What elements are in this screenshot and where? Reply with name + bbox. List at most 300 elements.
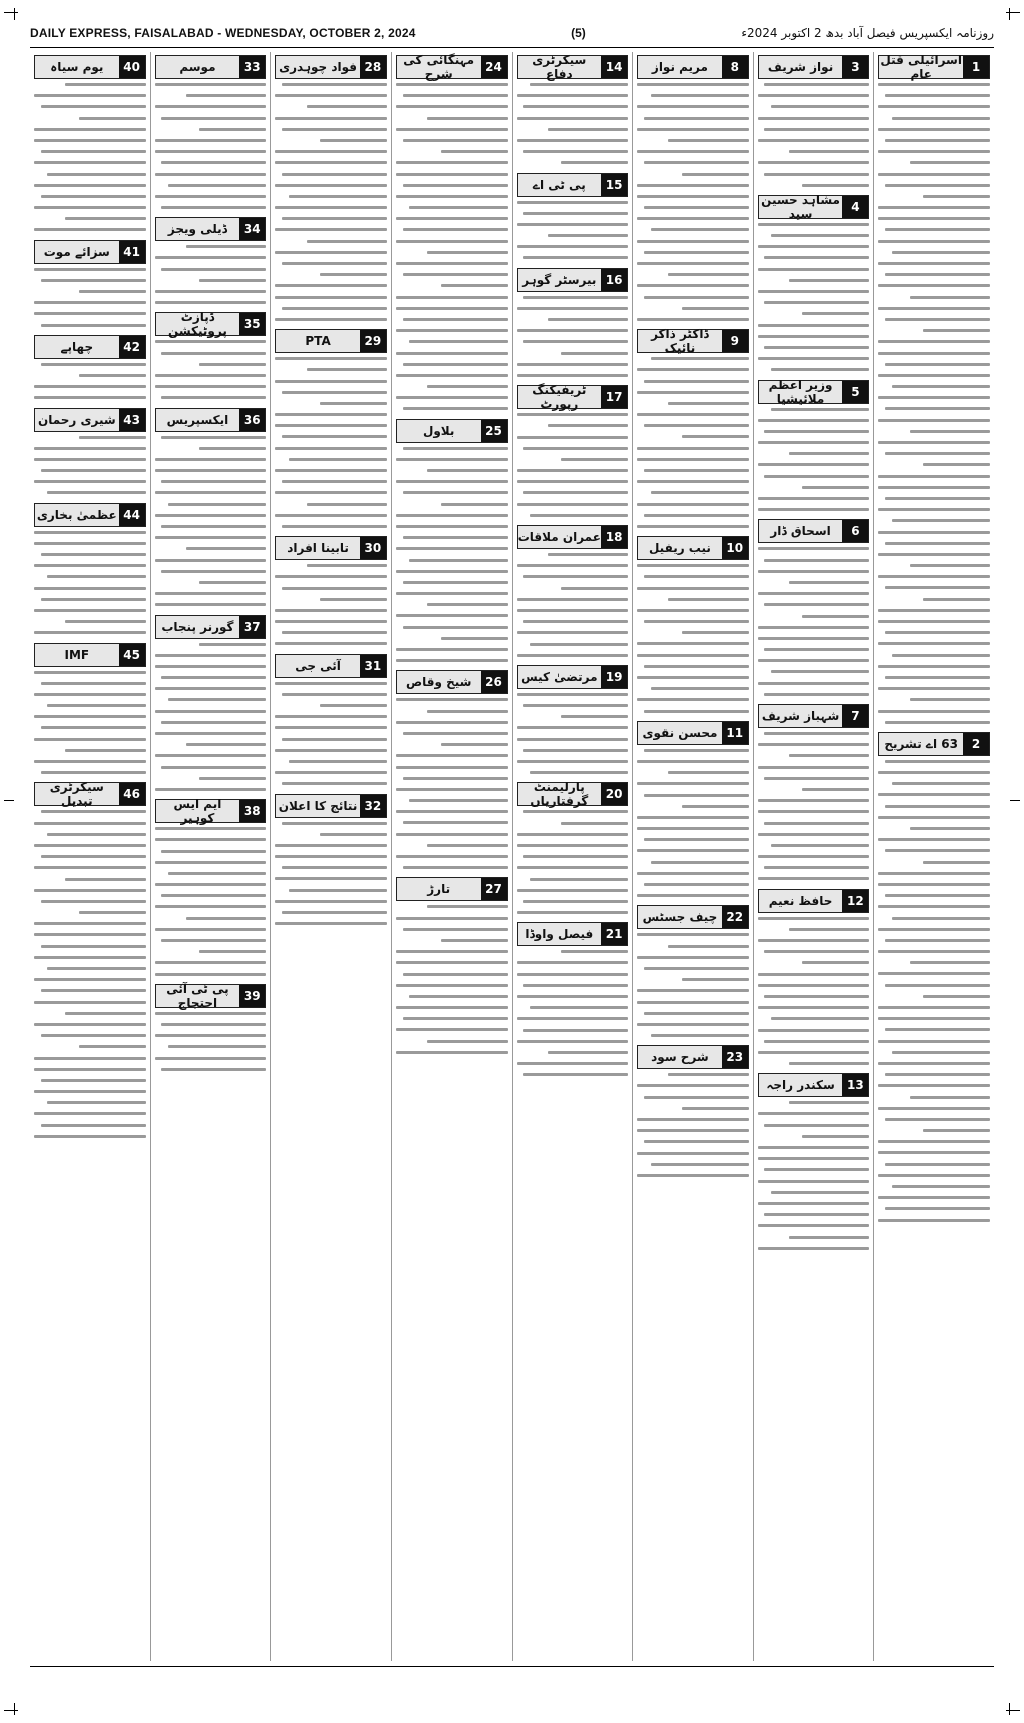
text-line bbox=[517, 469, 629, 472]
text-line bbox=[34, 866, 146, 869]
text-line bbox=[878, 575, 990, 578]
text-line bbox=[644, 161, 749, 164]
text-line bbox=[155, 861, 267, 864]
text-line bbox=[155, 654, 267, 657]
text-line bbox=[34, 631, 146, 634]
news-item-title: اسحاق ڈار bbox=[770, 524, 831, 539]
text-line bbox=[892, 1051, 990, 1054]
column-4 bbox=[512, 52, 633, 1661]
text-line bbox=[758, 877, 870, 880]
text-line bbox=[396, 307, 508, 310]
text-line bbox=[34, 447, 146, 450]
text-line bbox=[923, 195, 990, 198]
text-line bbox=[910, 698, 990, 701]
text-line bbox=[441, 939, 508, 942]
news-item bbox=[34, 782, 146, 1137]
news-item-number: 19 bbox=[601, 666, 627, 688]
news-item-header bbox=[758, 192, 870, 221]
text-line bbox=[199, 447, 266, 450]
news-item-header bbox=[637, 536, 749, 560]
news-item-number: 30 bbox=[360, 537, 386, 559]
text-line bbox=[307, 240, 387, 243]
text-line bbox=[275, 117, 387, 120]
text-line bbox=[517, 201, 629, 204]
news-item bbox=[155, 981, 267, 1071]
text-line bbox=[892, 117, 990, 120]
text-line bbox=[910, 961, 990, 964]
news-item-number: 12 bbox=[842, 890, 868, 912]
text-line bbox=[910, 430, 990, 433]
text-line bbox=[65, 1012, 145, 1015]
news-item bbox=[517, 268, 629, 377]
text-line bbox=[396, 648, 508, 651]
text-line bbox=[403, 491, 508, 494]
text-line bbox=[523, 620, 628, 623]
news-item-body bbox=[396, 447, 508, 663]
news-item-header bbox=[758, 55, 870, 79]
text-line bbox=[47, 1101, 145, 1104]
news-item bbox=[758, 1073, 870, 1249]
news-item-number: 26 bbox=[481, 671, 507, 693]
text-line bbox=[403, 928, 508, 931]
text-line bbox=[644, 1096, 749, 1099]
text-line bbox=[34, 844, 146, 847]
text-line bbox=[396, 374, 508, 377]
text-line bbox=[771, 1017, 869, 1020]
text-line bbox=[186, 547, 266, 550]
text-line bbox=[764, 346, 869, 349]
text-line bbox=[637, 240, 749, 243]
text-line bbox=[764, 1168, 869, 1171]
news-item-number: 41 bbox=[119, 241, 145, 263]
text-line bbox=[161, 480, 266, 483]
text-line bbox=[396, 525, 508, 528]
text-line bbox=[41, 598, 146, 601]
text-line bbox=[79, 117, 146, 120]
text-line bbox=[758, 592, 870, 595]
news-item-title: ٹریفیکنگ رپورٹ bbox=[532, 383, 587, 412]
text-line bbox=[644, 665, 749, 668]
news-item-number: 14 bbox=[601, 56, 627, 78]
news-item-title: عمران ملاقات bbox=[517, 530, 601, 544]
news-item-body bbox=[517, 810, 629, 914]
text-line bbox=[396, 766, 508, 769]
text-line bbox=[530, 771, 628, 774]
text-line bbox=[396, 614, 508, 617]
text-line bbox=[637, 872, 749, 875]
text-line bbox=[523, 150, 628, 153]
news-item-header bbox=[878, 55, 990, 79]
column-7 bbox=[150, 52, 271, 1661]
text-line bbox=[47, 833, 145, 836]
text-line bbox=[878, 665, 990, 668]
text-line bbox=[637, 217, 749, 220]
text-line bbox=[878, 1107, 990, 1110]
text-line bbox=[155, 385, 267, 388]
text-line bbox=[155, 536, 267, 539]
news-item-header bbox=[155, 310, 267, 339]
text-line bbox=[282, 128, 387, 131]
text-line bbox=[161, 850, 266, 853]
text-line bbox=[637, 609, 749, 612]
text-line bbox=[892, 519, 990, 522]
text-line bbox=[668, 273, 748, 276]
text-line bbox=[320, 598, 387, 601]
text-line bbox=[34, 822, 146, 825]
news-item-header bbox=[637, 1045, 749, 1069]
text-line bbox=[47, 967, 145, 970]
text-line bbox=[523, 575, 628, 578]
text-line bbox=[637, 368, 749, 371]
column-1 bbox=[873, 52, 994, 1661]
text-line bbox=[275, 575, 387, 578]
masthead bbox=[30, 20, 994, 46]
text-line bbox=[548, 424, 628, 427]
news-item bbox=[396, 55, 508, 410]
text-line bbox=[275, 296, 387, 299]
news-item-title: مریم نواز bbox=[651, 60, 708, 74]
news-item-title: بلاول bbox=[422, 423, 455, 438]
news-item-number: 32 bbox=[360, 795, 386, 817]
text-line bbox=[885, 228, 990, 231]
text-line bbox=[34, 564, 146, 567]
text-line bbox=[668, 1073, 748, 1076]
column-3 bbox=[632, 52, 753, 1661]
text-line bbox=[282, 822, 387, 825]
news-item-header bbox=[34, 503, 146, 527]
text-line bbox=[517, 693, 629, 696]
news-item bbox=[34, 503, 146, 635]
text-line bbox=[409, 340, 507, 343]
news-item-number: 42 bbox=[119, 336, 145, 358]
text-line bbox=[320, 704, 387, 707]
text-line bbox=[65, 878, 145, 881]
news-item-header bbox=[34, 240, 146, 264]
text-line bbox=[161, 1068, 266, 1071]
text-line bbox=[892, 782, 990, 785]
text-line bbox=[644, 710, 749, 713]
text-line bbox=[275, 228, 387, 231]
text-line bbox=[199, 643, 266, 646]
text-line bbox=[758, 1202, 870, 1205]
text-line bbox=[517, 374, 629, 377]
news-item-title: ڈپازٹ پروٹیکشن bbox=[168, 310, 227, 339]
text-line bbox=[275, 642, 387, 645]
news-item-header bbox=[517, 525, 629, 549]
text-line bbox=[523, 855, 628, 858]
news-item-title: ڈاکٹر ذاکر نائیک bbox=[651, 327, 709, 356]
news-item-body bbox=[155, 340, 267, 399]
news-item bbox=[517, 385, 629, 517]
text-line bbox=[34, 1068, 146, 1071]
news-item-title: فیصل واوڈا bbox=[525, 927, 594, 942]
text-line bbox=[637, 698, 749, 701]
text-line bbox=[637, 391, 749, 394]
news-item-body bbox=[34, 83, 146, 231]
text-line bbox=[758, 659, 870, 662]
text-line bbox=[758, 508, 870, 511]
text-line bbox=[47, 491, 145, 494]
text-line bbox=[409, 206, 507, 209]
news-item bbox=[396, 877, 508, 1053]
text-line bbox=[682, 173, 749, 176]
news-item-header bbox=[637, 905, 749, 929]
news-item-header bbox=[517, 55, 629, 79]
text-line bbox=[637, 447, 749, 450]
news-item-number: 6 bbox=[842, 520, 868, 542]
news-item-header bbox=[517, 665, 629, 689]
crop-mark bbox=[1009, 8, 1010, 20]
news-item-title: پی ٹی اے bbox=[532, 177, 586, 192]
text-line bbox=[79, 911, 146, 914]
text-line bbox=[910, 827, 990, 830]
text-line bbox=[307, 368, 387, 371]
news-item bbox=[155, 55, 267, 209]
text-line bbox=[517, 598, 629, 601]
text-line bbox=[892, 917, 990, 920]
text-line bbox=[403, 581, 508, 584]
text-line bbox=[289, 760, 387, 763]
text-line bbox=[885, 1073, 990, 1076]
text-line bbox=[637, 760, 749, 763]
text-line bbox=[764, 1213, 869, 1216]
text-line bbox=[878, 950, 990, 953]
text-line bbox=[275, 206, 387, 209]
news-item-body bbox=[396, 83, 508, 410]
crop-mark bbox=[1010, 800, 1020, 801]
text-line bbox=[758, 547, 870, 550]
news-item-body bbox=[396, 698, 508, 869]
text-line bbox=[275, 491, 387, 494]
news-item-body bbox=[758, 408, 870, 512]
text-line bbox=[199, 128, 266, 131]
text-line bbox=[517, 363, 629, 366]
text-line bbox=[34, 671, 146, 674]
text-line bbox=[275, 251, 387, 254]
text-line bbox=[34, 978, 146, 981]
text-line bbox=[644, 749, 749, 752]
news-item-number: 33 bbox=[239, 56, 265, 78]
text-line bbox=[155, 827, 267, 830]
text-line bbox=[517, 631, 629, 634]
news-item-body bbox=[155, 1012, 267, 1071]
text-line bbox=[161, 396, 266, 399]
text-line bbox=[517, 223, 629, 226]
column-6 bbox=[270, 52, 391, 1661]
news-item-body bbox=[637, 564, 749, 712]
text-line bbox=[161, 894, 266, 897]
text-line bbox=[878, 609, 990, 612]
text-line bbox=[878, 793, 990, 796]
text-line bbox=[396, 721, 508, 724]
news-item-number: 37 bbox=[239, 616, 265, 638]
text-line bbox=[517, 139, 629, 142]
footer-rule bbox=[30, 1666, 994, 1667]
text-line bbox=[155, 559, 267, 562]
text-line bbox=[764, 693, 869, 696]
column-5 bbox=[391, 52, 512, 1661]
text-line bbox=[403, 821, 508, 824]
text-line bbox=[878, 816, 990, 819]
text-line bbox=[523, 810, 628, 813]
news-item-body bbox=[34, 268, 146, 327]
text-line bbox=[878, 553, 990, 556]
text-line bbox=[41, 150, 146, 153]
news-item-title: ایکسپریس bbox=[166, 412, 229, 427]
text-line bbox=[637, 284, 749, 287]
text-line bbox=[41, 682, 146, 685]
text-line bbox=[517, 844, 629, 847]
text-line bbox=[878, 340, 990, 343]
text-line bbox=[530, 643, 628, 646]
news-item-title: یوم سیاہ bbox=[50, 60, 104, 74]
news-item-number: 46 bbox=[119, 783, 145, 805]
text-line bbox=[396, 547, 508, 550]
text-line bbox=[523, 256, 628, 259]
text-line bbox=[758, 682, 870, 685]
text-line bbox=[275, 715, 387, 718]
text-line bbox=[764, 430, 869, 433]
news-item-header bbox=[878, 732, 990, 756]
news-item-title: سزائے موت bbox=[43, 244, 110, 259]
text-line bbox=[878, 642, 990, 645]
text-line bbox=[561, 458, 628, 461]
page-number: (5) bbox=[571, 26, 586, 40]
text-line bbox=[409, 995, 507, 998]
text-line bbox=[161, 117, 266, 120]
text-line bbox=[758, 324, 870, 327]
text-line bbox=[307, 503, 387, 506]
text-line bbox=[758, 1247, 870, 1250]
news-item-header bbox=[396, 670, 508, 694]
news-item bbox=[758, 55, 870, 187]
news-item-header bbox=[758, 889, 870, 913]
text-line bbox=[758, 139, 870, 142]
news-item bbox=[517, 665, 629, 774]
text-line bbox=[155, 491, 267, 494]
text-line bbox=[427, 469, 507, 472]
text-line bbox=[637, 128, 749, 131]
text-line bbox=[155, 1057, 267, 1060]
news-item-title: 63 اے تشریح bbox=[884, 736, 958, 751]
text-line bbox=[199, 950, 266, 953]
text-line bbox=[637, 782, 749, 785]
news-item-number: 45 bbox=[119, 644, 145, 666]
text-line bbox=[644, 967, 749, 970]
text-line bbox=[320, 402, 387, 405]
news-item bbox=[637, 721, 749, 897]
text-line bbox=[441, 284, 508, 287]
masthead-rule bbox=[30, 47, 994, 48]
text-line bbox=[275, 877, 387, 880]
text-line bbox=[403, 184, 508, 187]
news-item-title: بیرسٹر گوہر bbox=[522, 272, 597, 287]
text-line bbox=[396, 195, 508, 198]
news-item-header bbox=[155, 981, 267, 1010]
text-line bbox=[161, 721, 266, 724]
text-line bbox=[758, 1146, 870, 1149]
news-item-body bbox=[758, 547, 870, 695]
news-item-header bbox=[34, 643, 146, 667]
text-line bbox=[878, 620, 990, 623]
news-item bbox=[637, 1045, 749, 1177]
news-item-number: 40 bbox=[119, 56, 145, 78]
news-item-body bbox=[517, 83, 629, 164]
text-line bbox=[168, 872, 266, 875]
text-line bbox=[878, 972, 990, 975]
text-line bbox=[282, 866, 387, 869]
news-item bbox=[155, 615, 267, 791]
news-item-title: آئی جی bbox=[295, 658, 341, 673]
news-item-body bbox=[637, 933, 749, 1037]
text-line bbox=[517, 245, 629, 248]
text-line bbox=[789, 279, 869, 282]
text-line bbox=[637, 564, 749, 567]
text-line bbox=[561, 950, 628, 953]
news-item-title: تارڑ bbox=[427, 882, 451, 897]
news-item-body bbox=[34, 436, 146, 495]
text-line bbox=[758, 939, 870, 942]
news-item-number: 34 bbox=[239, 218, 265, 240]
text-line bbox=[764, 559, 869, 562]
text-line bbox=[275, 447, 387, 450]
text-line bbox=[155, 374, 267, 377]
news-item bbox=[155, 799, 267, 975]
text-line bbox=[878, 1006, 990, 1009]
news-item bbox=[517, 173, 629, 260]
news-item-title: PTA bbox=[305, 334, 331, 349]
news-item-title: شیخ وقاص bbox=[405, 675, 472, 690]
text-line bbox=[644, 838, 749, 841]
text-line bbox=[651, 1163, 749, 1166]
news-item-title: شیری رحمان bbox=[37, 412, 116, 427]
text-line bbox=[517, 564, 629, 567]
text-line bbox=[885, 721, 990, 724]
text-line bbox=[878, 1174, 990, 1177]
text-line bbox=[771, 105, 869, 108]
text-line bbox=[282, 435, 387, 438]
text-line bbox=[34, 458, 146, 461]
text-line bbox=[885, 760, 990, 763]
news-item-body bbox=[517, 296, 629, 377]
text-line bbox=[396, 1006, 508, 1009]
news-item-header bbox=[396, 877, 508, 901]
crop-mark bbox=[4, 12, 18, 13]
text-line bbox=[41, 1034, 146, 1037]
news-item-body bbox=[275, 83, 387, 321]
text-line bbox=[758, 441, 870, 444]
text-line bbox=[155, 665, 267, 668]
news-item bbox=[155, 217, 267, 304]
text-line bbox=[637, 150, 749, 153]
text-line bbox=[34, 531, 146, 534]
news-item-body bbox=[34, 810, 146, 1137]
text-line bbox=[517, 654, 629, 657]
text-line bbox=[34, 587, 146, 590]
text-line bbox=[34, 922, 146, 925]
text-line bbox=[764, 648, 869, 651]
text-line bbox=[637, 989, 749, 992]
text-line bbox=[41, 1124, 146, 1127]
text-line bbox=[651, 1034, 749, 1037]
news-item bbox=[396, 419, 508, 663]
text-line bbox=[637, 1023, 749, 1026]
masthead-english-dateline: DAILY EXPRESS, FAISALABAD - WEDNESDAY, OCTOBER 2, 2024 bbox=[30, 26, 416, 40]
text-line bbox=[396, 105, 508, 108]
news-item-header bbox=[34, 780, 146, 809]
text-line bbox=[41, 945, 146, 948]
text-line bbox=[282, 631, 387, 634]
